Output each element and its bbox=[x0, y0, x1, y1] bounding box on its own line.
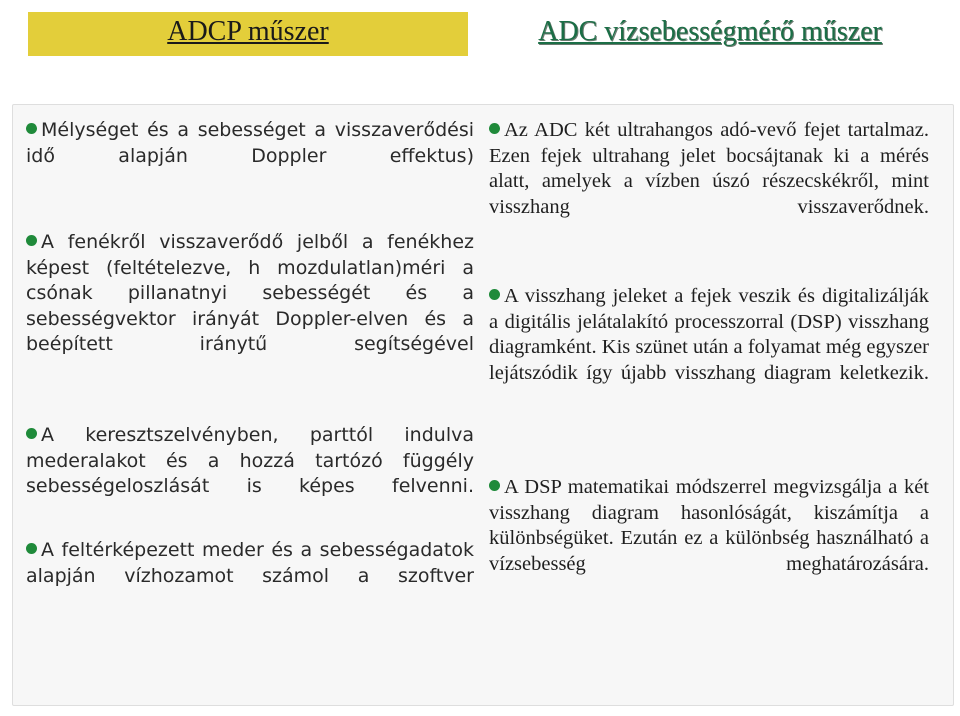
left-paragraph bbox=[26, 118, 474, 195]
bullet-icon bbox=[26, 123, 37, 134]
left-paragraph-text: A keresztszelvényben, parttól indulva mederalakot és a hozzá tartózó függély sebességeloszlását is képes felvenni. bbox=[26, 424, 474, 497]
left-paragraph-text: A fenékről visszaverődő jelből a fenékhez képest (feltételezve, h mozdulatlan)méri a csónak pillanatnyi sebességét és a sebességvektor irányát Doppler-elven és a beépített iránytű segítségével bbox=[26, 231, 474, 355]
bullet-icon bbox=[489, 289, 500, 300]
right-paragraph-text: A visszhang jeleket a fejek veszik és digitalizálják a digitális jelátalakító processzorral (DSP) visszhang diagramként. Kis szünet után a folyamat még egyszer lejátszódik így újabb visszhang diagram keletkezik. bbox=[489, 285, 929, 384]
right-paragraph bbox=[489, 475, 929, 603]
left-paragraph bbox=[26, 538, 474, 615]
left-paragraph bbox=[26, 423, 474, 525]
left-paragraph-text: A feltérképezett meder és a sebességadatok alapján vízhozamot számol a szoftver bbox=[26, 539, 474, 587]
bullet-icon bbox=[26, 543, 37, 554]
bullet-icon bbox=[489, 480, 500, 491]
right-title-text: ADC vízsebességmérő műszer bbox=[538, 16, 882, 47]
right-paragraph bbox=[489, 284, 929, 412]
right-paragraph bbox=[489, 118, 929, 246]
right-paragraph-text: Az ADC két ultrahangos adó-vevő fejet tartalmaz. Ezen fejek ultrahang jelet bocsájtanak ki a mérés alatt, amelyek a vízben úszó részecskékről, mint visszhang visszaverődnek. bbox=[489, 119, 929, 218]
left-title-text: ADCP műszer bbox=[167, 16, 329, 47]
bullet-icon bbox=[26, 235, 37, 246]
bullet-icon bbox=[489, 123, 500, 134]
left-title bbox=[28, 12, 468, 56]
right-title bbox=[490, 12, 930, 56]
right-paragraph-text: A DSP matematikai módszerrel megvizsgálja a két visszhang diagram hasonlóságát, kiszámítja a különbségüket. Ezután ez a különbség használható a vízsebesség meghatározására. bbox=[489, 476, 929, 575]
left-paragraph bbox=[26, 230, 474, 383]
left-paragraph-text: Mélységet és a sebességet a visszaverődési idő alapján Doppler effektus) bbox=[26, 119, 474, 167]
bullet-icon bbox=[26, 428, 37, 439]
